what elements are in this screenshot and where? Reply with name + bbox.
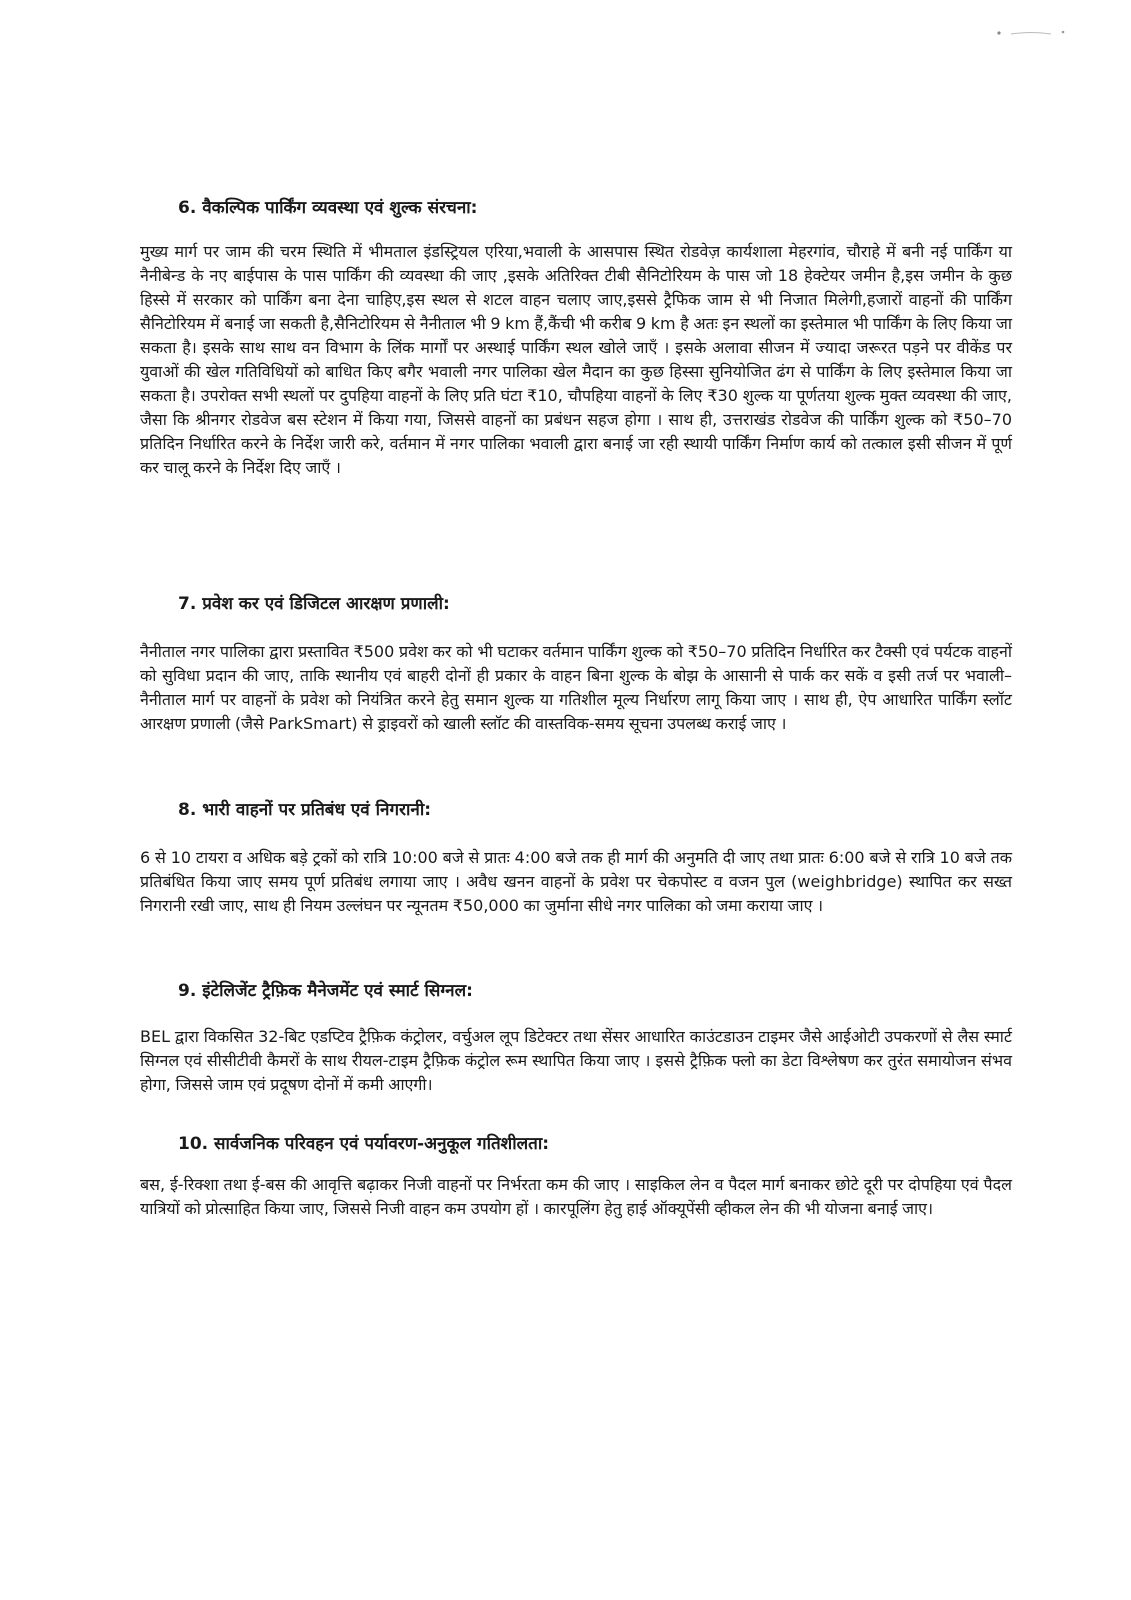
section-heading-8: 8. भारी वाहनों पर प्रतिबंध एवं निगरानी:: [178, 800, 432, 820]
section-heading-10: 10. सार्वजनिक परिवहन एवं पर्यावरण-अनुकूल गतिशीलता:: [178, 1134, 550, 1154]
section-body-6: मुख्य मार्ग पर जाम की चरम स्थिति में भीमताल इंडस्ट्रियल एरिया,भवाली के आसपास स्थित रोडवेज़ कार्यशाला मेहरगांव, चौराहे में बनी नई पार्किंग या नैनीबेन्ड के नए बाईपास के पास पार्किंग की व्यवस्था की जाए ,इसके अतिरिक्त टीबी सैनिटोरियम के पास जो 18 हेक्टेयर जमीन है,इस जमीन के कुछ हिस्से में सरकार को पार्किंग बना देना चाहिए,इस स्थल से शटल वाहन चलाए जाए,इससे ट्रैफिक जाम से भी निजात मिलेगी,हजारों वाहनों की पार्किंग सैनिटोरियम में बनाई जा सकती है,सैनिटोरियम से नैनीताल भी 9 km हैं,कैंची भी करीब 9 km है अतः इन स्थलों का इस्तेमाल भी पार्किंग के लिए किया जा सकता है। इसके साथ साथ वन विभाग के लिंक मार्गों पर अस्थाई पार्किंग स्थल खोले जाएँ । इसके अलावा सीजन में ज्यादा जरूरत पड़ने पर वीकेंड पर युवाओं की खेल गतिविधियों को बाधित किए बगैर भवाली नगर पालिका खेल मैदान का कुछ हिस्सा सुनियोजित ढंग से पार्किंग के लिए इस्तेमाल किया जा सकता है। उपरोक्त सभी स्थलों पर दुपहिया वाहनों के लिए प्रति घंटा ₹10, चौपहिया वाहनों के लिए ₹30 शुल्क या पूर्णतया शुल्क मुक्त व्यवस्था की जाए, जैसा कि श्रीनगर रोडवेज बस स्टेशन में किया गया, जिससे वाहनों का प्रबंधन सहज होगा । साथ ही, उत्तराखंड रोडवेज की पार्किंग शुल्क को ₹50–70 प्रतिदिन निर्धारित करने के निर्देश जारी करे, वर्तमान में नगर पालिका भवाली द्वारा बनाई जा रही स्थायी पार्किंग निर्माण कार्य को तत्काल इसी सीजन में पूर्ण कर चालू करने के निर्देश दिए जाएँ ।: [140, 242, 1012, 477]
section-heading-7: 7. प्रवेश कर एवं डिजिटल आरक्षण प्रणाली:: [178, 594, 450, 614]
section-body-7: नैनीताल नगर पालिका द्वारा प्रस्तावित ₹500 प्रवेश कर को भी घटाकर वर्तमान पार्किंग शुल्क को ₹50–70 प्रतिदिन निर्धारित कर टैक्सी एवं पर्यटक वाहनों को सुविधा प्रदान की जाए, ताकि स्थानीय एवं बाहरी दोनों ही प्रकार के वाहन बिना शुल्क के बोझ के आसानी से पार्क कर सकें व इसी तर्ज पर भवाली–नैनीताल मार्ग पर वाहनों के प्रवेश को नियंत्रित करने हेतु समान शुल्क या गतिशील मूल्य निर्धारण लागू किया जाए । साथ ही, ऐप आधारित पार्किंग स्लॉट आरक्षण प्रणाली (जैसे ParkSmart) से ड्राइवरों को खाली स्लॉट की वास्तविक-समय सूचना उपलब्ध कराई जाए ।: [140, 642, 1012, 733]
section-body-10: बस, ई-रिक्शा तथा ई-बस की आवृत्ति बढ़ाकर निजी वाहनों पर निर्भरता कम की जाए । साइकिल लेन व पैदल मार्ग बनाकर छोटे दूरी पर दोपहिया एवं पैदल यात्रियों को प्रोत्साहित किया जाए, जिससे निजी वाहन कम उपयोग हों । कारपूलिंग हेतु हाई ऑक्यूपेंसी व्हीकल लेन की भी योजना बनाई जाए।: [140, 1175, 1012, 1218]
section-heading-6: 6. वैकल्पिक पार्किंग व्यवस्था एवं शुल्क संरचना:: [178, 198, 478, 218]
scan-mark: [991, 28, 1071, 38]
section-body-8: 6 से 10 टायरा व अधिक बड़े ट्रकों को रात्रि 10:00 बजे से प्रातः 4:00 बजे तक ही मार्ग की अनुमति दी जाए तथा प्रातः 6:00 बजे से रात्रि 10 बजे तक प्रतिबंधित किया जाए समय पूर्ण प्रतिबंध लगाया जाए । अवैध खनन वाहनों के प्रवेश पर चेकपोस्ट व वजन पुल (weighbridge) स्थापित कर सख्त निगरानी रखी जाए, साथ ही नियम उल्लंघन पर न्यूनतम ₹50,000 का जुर्माना सीधे नगर पालिका को जमा कराया जाए ।: [140, 848, 1012, 915]
section-body-9: BEL द्वारा विकसित 32-बिट एडप्टिव ट्रैफ़िक कंट्रोलर, वर्चुअल लूप डिटेक्टर तथा सेंसर आधारित काउंटडाउन टाइमर जैसे आईओटी उपकरणों से लैस स्मार्ट सिग्नल एवं सीसीटीवी कैमरों के साथ रीयल-टाइम ट्रैफ़िक कंट्रोल रूम स्थापित किया जाए । इससे ट्रैफ़िक फ्लो का डेटा विश्लेषण कर तुरंत समायोजन संभव होगा, जिससे जाम एवं प्रदूषण दोनों में कमी आएगी।: [140, 1027, 1012, 1094]
section-heading-9: 9. इंटेलिजेंट ट्रैफ़िक मैनेजमेंट एवं स्मार्ट सिग्नल:: [178, 981, 473, 1001]
